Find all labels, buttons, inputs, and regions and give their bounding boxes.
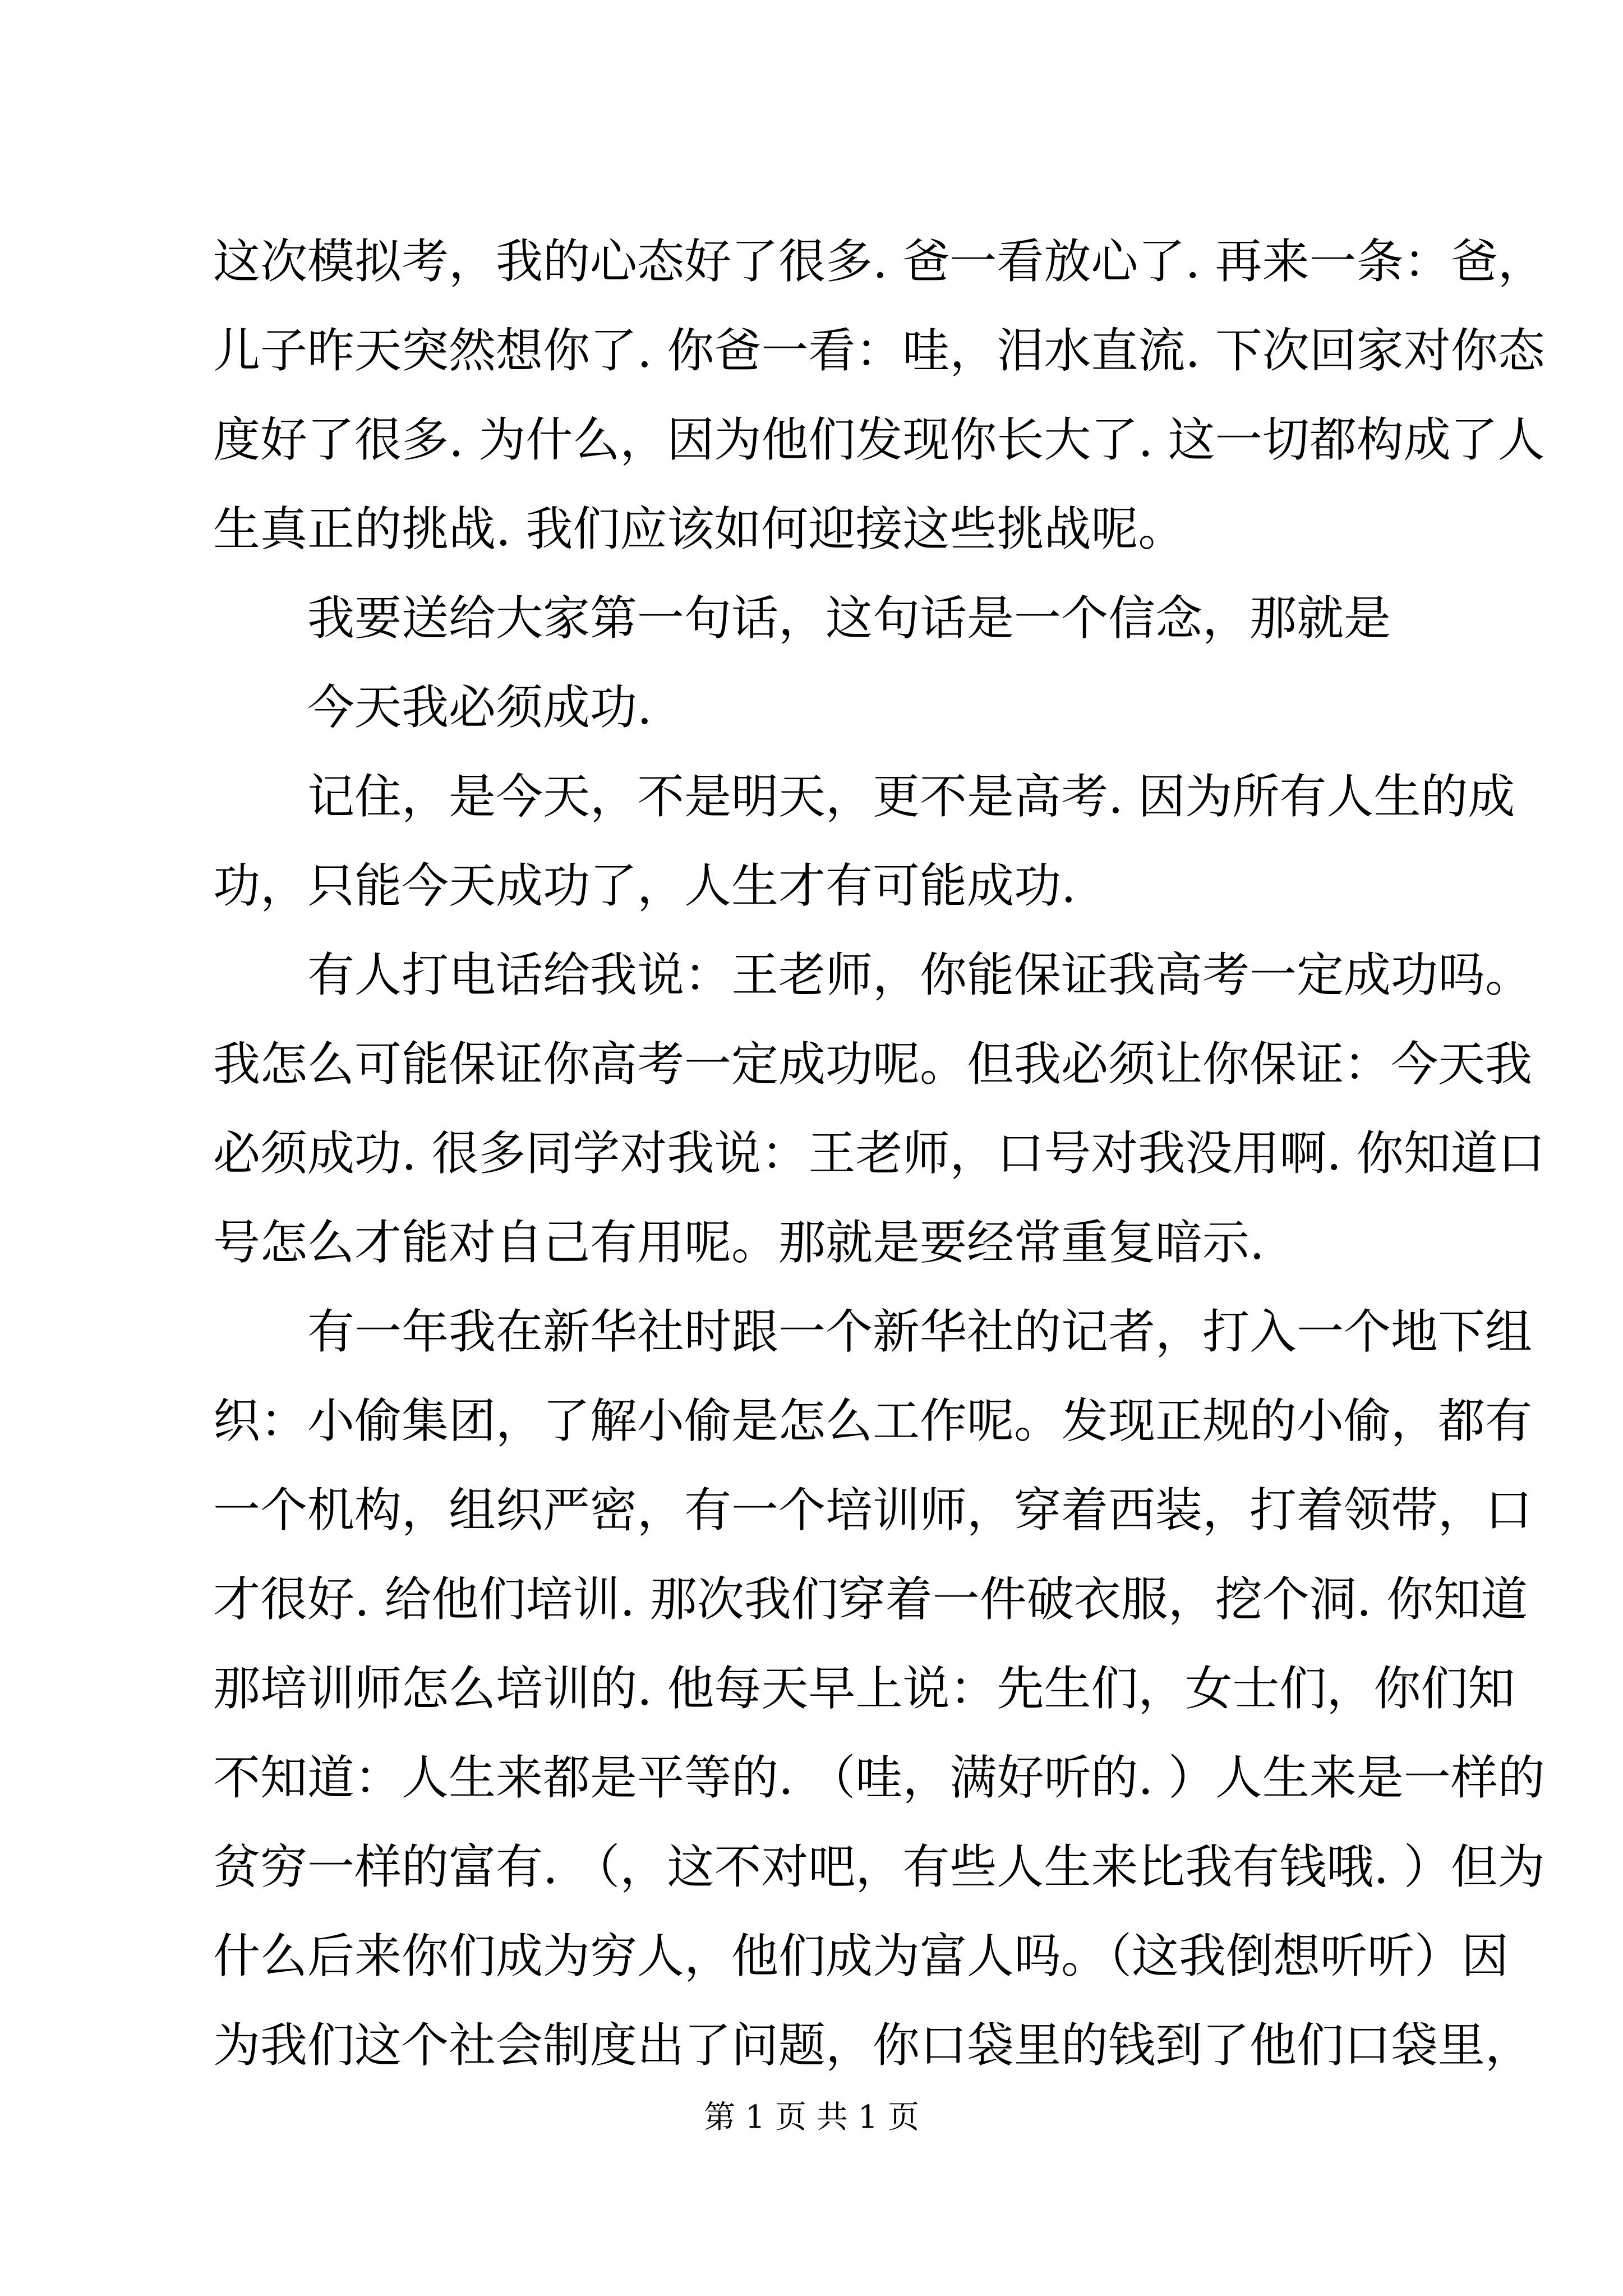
text-line: 功，只能今天成功了，人生才有可能成功. <box>213 858 1076 913</box>
text-line: 为我们这个社会制度出了问题，你口袋里的钱到了他们口袋里， <box>213 2018 1533 2073</box>
text-line: 生真正的挑战. 我们应该如何迎接这些挑战呢。 <box>213 501 1186 556</box>
paragraph-start: 有人打电话给我说：王老师，你能保证我高考一定成功吗。 <box>307 947 1533 1002</box>
text-line: 织：小偷集团，了解小偷是怎么工作呢。发现正规的小偷，都有 <box>213 1393 1533 1448</box>
text-line: 这次模拟考，我的心态好了很多. 爸一看放心了. 再来一条：爸， <box>213 234 1545 289</box>
text-line: 度好了很多. 为什么，因为他们发现你长大了. 这一切都构成了人 <box>213 412 1545 467</box>
text-line: 号怎么才能对自己有用呢。那就是要经常重复暗示. <box>213 1215 1265 1270</box>
text-line: 我怎么可能保证你高考一定成功呢。但我必须让你保证：今天我 <box>213 1037 1533 1092</box>
text-line: 才很好. 给他们培训. 那次我们穿着一件破衣服，挖个洞. 你知道 <box>213 1572 1528 1627</box>
text-line: 一个机构，组织严密，有一个培训师，穿着西装，打着领带，口 <box>213 1483 1533 1538</box>
paragraph-start: 记住，是今天，不是明天，更不是高考. 因为所有人生的成 <box>307 769 1515 824</box>
paragraph-start: 我要送给大家第一句话，这句话是一个信念，那就是 <box>307 591 1391 646</box>
paragraph-start: 今天我必须成功. <box>307 680 652 735</box>
page-number: 第 1 页 共 1 页 <box>703 2099 920 2136</box>
text-line: 贫穷一样的富有. （，这不对吧，有些人生来比我有钱哦. ）但为 <box>213 1839 1545 1894</box>
page-footer <box>0 2098 1623 2137</box>
text-line: 必须成功. 很多同学对我说：王老师，口号对我没用啊. 你知道口 <box>213 1126 1545 1181</box>
text-line: 什么后来你们成为穷人，他们成为富人吗。（这我倒想听听）因 <box>213 1929 1509 1984</box>
text-line: 那培训师怎么培训的. 他每天早上说：先生们，女士们，你们知 <box>213 1661 1515 1716</box>
text-line: 儿子昨天突然想你了. 你爸一看：哇，泪水直流. 下次回家对你态 <box>213 323 1545 378</box>
text-line: 不知道：人生来都是平等的. （哇，满好听的. ）人生来是一样的 <box>213 1750 1545 1805</box>
paragraph-start: 有一年我在新华社时跟一个新华社的记者，打入一个地下组 <box>307 1304 1533 1359</box>
